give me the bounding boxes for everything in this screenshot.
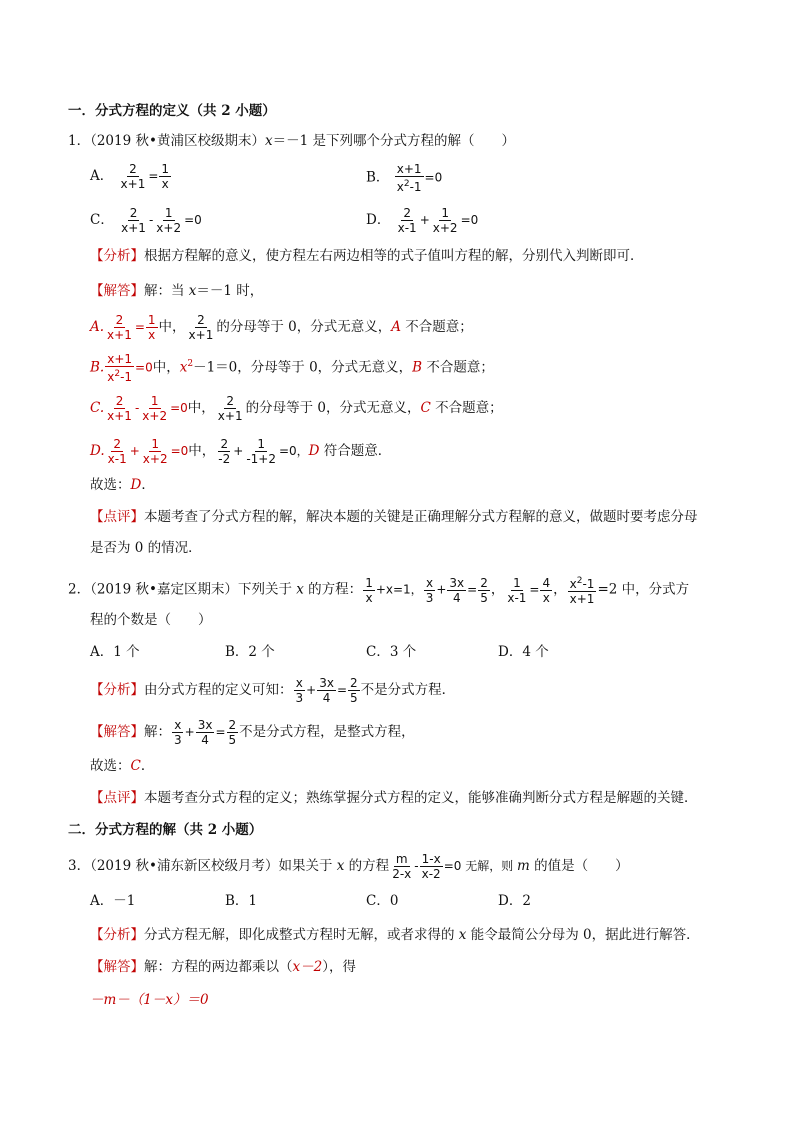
fraction: $\frac{1}{x+2}$ [156,206,182,235]
answer-line-c: C. $\frac{2}{x+1}$ - $\frac{1}{x+2}$ =0中， $\frac{2}{x+1}$ 的分母等于 0，分式无意义，C 不合题意； [90,394,503,423]
answer-line-d: D. $\frac{2}{x-1}$ + $\frac{1}{x+2}$ =0中， $\frac{2}{-2}$ + $\frac{1}{-1+2}$ =0，D 符合题意． [90,437,392,466]
answer: 【解答】解：当 x＝－1 时， [90,283,264,299]
option-b: B．1 [225,893,258,909]
comment: 【点评】本题考查分式方程的定义；熟练掌握分式方程的定义，能够准确判断分式方程是解题的关键． [90,790,698,806]
fraction: $\frac{1}{x+2}$ [432,206,458,235]
fraction: $\frac{1}{x}$ [161,162,170,191]
question-number: 1． [68,133,91,149]
analysis: 【分析】由分式方程的定义可知： $\frac{x}{3}$ + $\frac{3x}{4}$ = $\frac{2}{5}$ 不是分式方程． [90,676,456,705]
fraction: $\frac{2}{x-1}$ [397,206,417,235]
comment: 【点评】本题考查了分式方程的解，解决本题的关键是正确理解分式方程解的意义，做题时要考虑分母 [90,509,698,525]
fraction: $\frac{2}{x+1}$ [120,162,146,191]
option-a: A． $\frac{2}{x+1}$ = $\frac{1}{x}$ [90,162,170,191]
option-b: B． $\frac{x+1}{x^2-1}$ =0 [366,162,443,194]
option-c: C． $\frac{2}{x+1}$ - $\frac{1}{x+2}$ =0 [90,206,202,235]
option-d: D．2 [498,893,531,909]
question-2-stem: 2．（2019 秋•嘉定区期末）下列关于 x 的方程： $\frac{1}{x}$ +x=1， $\frac{x}{3}$ + $\frac{3x}{4}$ = $\frac{2}{5}$ ， $\frac{1}{x-1}$ = $\frac{4}{x}$ ， $\frac{x^2-1}{x+1}$ =2 中，分式方 [68,575,690,606]
answer: 【解答】解：方程的两边都乘以（x－2），得 [90,959,356,975]
equation-line: －m－（1－x）＝0 [90,992,209,1008]
question-3-stem: 3．（2019 秋•浦东新区校级月考）如果关于 x 的方程 $\frac{m}{2-x}$ - $\frac{1-x}{x-2}$ =0 无解，则 m 的值是（ ） [68,852,629,881]
analysis: 【分析】分式方程无解，即化成整式方程时无解，或者求得的 x 能令最简公分母为 0，据此进行解答． [90,927,700,943]
question-2-stem-continued: 程的个数是（ ） [90,612,212,628]
option-a: A．－1 [90,893,136,909]
section-title: 二．分式方程的解（共 2 小题） [68,822,263,838]
option-b: B．2 个 [225,644,275,660]
question-1-stem: 1．（2019 秋•黄浦区校级期末）x＝－1 是下列哪个分式方程的解（ ） [68,133,515,149]
answer-line-b: B. $\frac{x+1}{x^2-1}$ =0中，$x^2-1=0$，分母等于 0，分式无意义，B 不合题意； [90,352,494,384]
question-source: （2019 秋•黄浦区校级期末） [90,133,265,149]
choice-line: 故选：D． [90,477,155,493]
choice-line: 故选：C． [90,758,155,774]
comment-continued: 是否为 0 的情况． [90,540,202,556]
section-title: 一．分式方程的定义（共 2 小题） [68,103,276,119]
option-c: C．0 [366,893,399,909]
option-d: D．4 个 [498,644,549,660]
answer: 【解答】解： $\frac{x}{3}$ + $\frac{3x}{4}$ = $\frac{2}{5}$ 不是分式方程，是整式方程， [90,718,415,747]
fraction: $\frac{x+1}{x^2-1}$ [396,162,422,194]
answer-line-a: A. $\frac{2}{x+1}$ = $\frac{1}{x}$ 中， $\frac{2}{x+1}$ 的分母等于 0，分式无意义，A 不合题意； [90,313,473,342]
option-c: C．3 个 [366,644,417,660]
analysis: 【分析】根据方程解的意义，使方程左右两边相等的式子值叫方程的解，分别代入判断即可． [90,248,644,264]
option-d: D． $\frac{2}{x-1}$ + $\frac{1}{x+2}$ =0 [366,206,479,235]
fraction: $\frac{2}{x+1}$ [121,206,146,235]
option-a: A．1 个 [90,644,140,660]
